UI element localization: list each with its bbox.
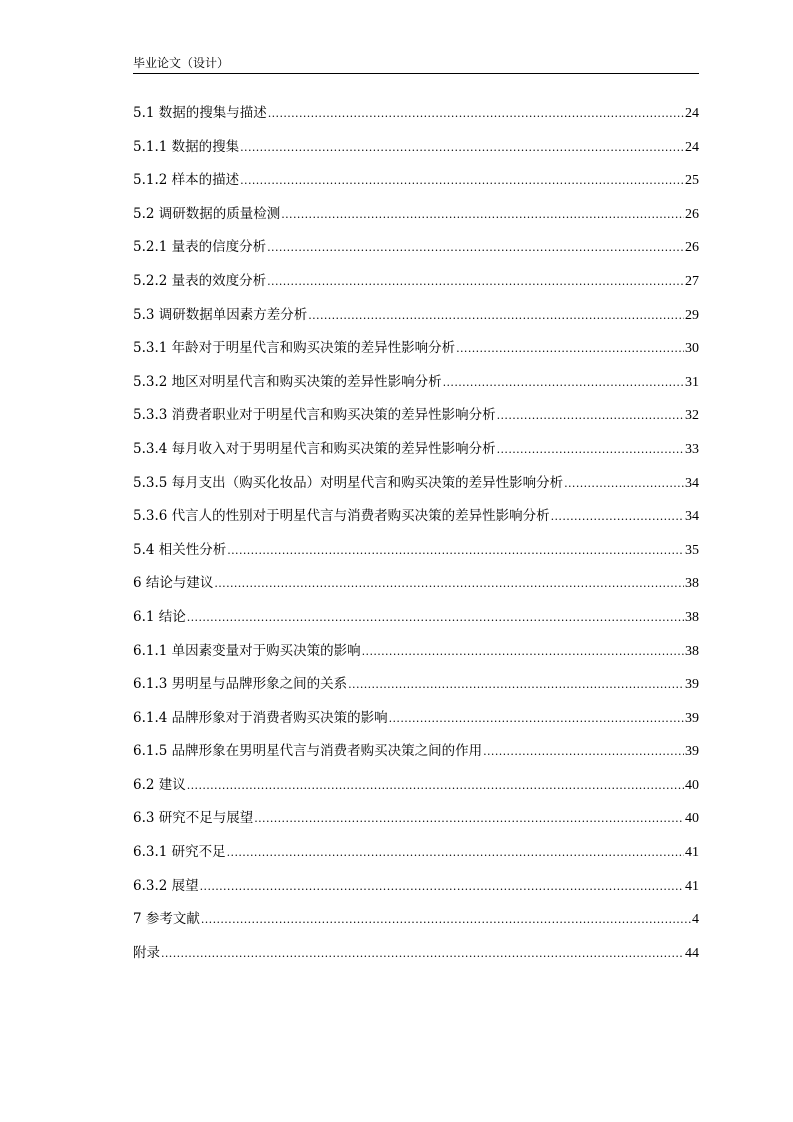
toc-item[interactable] <box>133 572 699 606</box>
dot-leader <box>389 708 684 730</box>
toc-label: 5.2.1 量表的信度分析 <box>133 239 267 256</box>
toc-item[interactable] <box>133 707 699 741</box>
toc-label: 6.2 建议 <box>133 776 186 793</box>
toc-page-number: 34 <box>685 475 699 491</box>
toc-item[interactable] <box>133 942 699 976</box>
toc-label: 6.1.3 男明星与品牌形象之间的关系 <box>133 676 348 693</box>
toc-label: 6.1.5 品牌形象在男明星代言与消费者购买决策之间的作用 <box>133 743 483 760</box>
toc-page-number: 25 <box>685 173 699 189</box>
toc-label: 5.4 相关性分析 <box>133 541 227 558</box>
toc-label: 5.2.2 量表的效度分析 <box>133 272 267 289</box>
toc-label: 5.1 数据的搜集与描述 <box>133 105 267 121</box>
toc-page-number: 38 <box>685 609 699 625</box>
toc-page-number: 38 <box>685 576 699 592</box>
toc-item[interactable] <box>133 472 699 506</box>
toc-page-number: 39 <box>685 677 699 693</box>
toc-page-number: 33 <box>685 441 699 457</box>
toc-page-number: 41 <box>685 878 699 894</box>
toc-label: 5.3.5 每月支出（购买化妆品）对明星代言和购买决策的差异性影响分析 <box>133 474 564 491</box>
dot-leader <box>200 876 684 898</box>
dot-leader <box>483 741 684 763</box>
toc-item[interactable] <box>133 337 699 371</box>
toc-item[interactable] <box>133 606 699 640</box>
toc-page-number: 31 <box>685 374 699 390</box>
toc-item[interactable] <box>133 169 699 203</box>
toc-page-number: 39 <box>685 744 699 760</box>
dot-leader <box>443 372 684 394</box>
dot-leader <box>281 204 684 226</box>
toc-item[interactable] <box>133 640 699 674</box>
dot-leader <box>497 405 684 427</box>
toc-item[interactable] <box>133 270 699 304</box>
toc-item[interactable] <box>133 505 699 539</box>
toc-label: 5.2 调研数据的质量检测 <box>133 205 281 222</box>
table-of-contents <box>133 102 699 975</box>
dot-leader <box>187 607 684 629</box>
toc-label: 6.3 研究不足与展望 <box>133 810 254 827</box>
dot-leader <box>201 909 691 931</box>
toc-page-number: 26 <box>685 206 699 222</box>
toc-page-number: 35 <box>685 542 699 558</box>
toc-item[interactable] <box>133 371 699 405</box>
dot-leader <box>497 439 684 461</box>
dot-leader <box>267 271 684 293</box>
dot-leader <box>187 775 684 797</box>
toc-label: 5.1.1 数据的搜集 <box>133 138 240 155</box>
toc-item[interactable] <box>133 774 699 808</box>
toc-item[interactable] <box>133 807 699 841</box>
header-title: 毕业论文（设计） <box>133 56 230 70</box>
toc-label: 5.3.6 代言人的性别对于明星代言与消费者购买决策的差异性影响分析 <box>133 508 550 525</box>
toc-item[interactable] <box>133 236 699 270</box>
toc-page-number: 24 <box>685 106 699 121</box>
toc-label: 6 结论与建议 <box>133 575 214 592</box>
dot-leader <box>267 237 684 259</box>
toc-item[interactable] <box>133 673 699 707</box>
toc-page-number: 24 <box>685 139 699 155</box>
dot-leader <box>161 943 684 965</box>
dot-leader <box>227 842 684 864</box>
toc-label: 附录 <box>133 944 160 961</box>
toc-label: 5.3.2 地区对明星代言和购买决策的差异性影响分析 <box>133 373 442 390</box>
toc-item[interactable] <box>133 539 699 573</box>
toc-item[interactable] <box>133 875 699 909</box>
dot-leader <box>240 170 684 192</box>
toc-page-number: 26 <box>685 240 699 256</box>
toc-page-number: 32 <box>685 408 699 424</box>
toc-page-number: 4 <box>692 912 699 928</box>
toc-item[interactable] <box>133 404 699 438</box>
dot-leader <box>227 540 684 562</box>
toc-label: 6.1.1 单因素变量对于购买决策的影响 <box>133 642 361 659</box>
toc-label: 6.1.4 品牌形象对于消费者购买决策的影响 <box>133 709 388 726</box>
toc-page-number: 41 <box>685 845 699 861</box>
toc-label: 7 参考文献 <box>133 911 200 928</box>
toc-page-number: 44 <box>685 945 699 961</box>
toc-label: 6.1 结论 <box>133 608 186 625</box>
toc-item[interactable] <box>133 203 699 237</box>
toc-page-number: 34 <box>685 509 699 525</box>
dot-leader <box>240 137 684 159</box>
toc-page-number: 39 <box>685 710 699 726</box>
dot-leader <box>254 808 684 830</box>
toc-page-number: 30 <box>685 341 699 357</box>
dot-leader <box>268 103 684 125</box>
dot-leader <box>551 506 684 528</box>
page-header <box>133 56 699 74</box>
toc-label: 5.3.4 每月收入对于男明星代言和购买决策的差异性影响分析 <box>133 440 496 457</box>
toc-label: 5.3 调研数据单因素方差分析 <box>133 306 308 323</box>
toc-item[interactable] <box>133 136 699 170</box>
toc-item[interactable] <box>133 304 699 338</box>
toc-item[interactable] <box>133 438 699 472</box>
toc-label: 5.3.3 消费者职业对于明星代言和购买决策的差异性影响分析 <box>133 407 496 424</box>
dot-leader <box>456 338 684 360</box>
toc-label: 6.3.2 展望 <box>133 877 199 894</box>
dot-leader <box>308 305 684 327</box>
toc-item[interactable] <box>133 841 699 875</box>
toc-item[interactable] <box>133 102 699 136</box>
dot-leader <box>564 473 684 495</box>
dot-leader <box>348 674 684 696</box>
toc-page-number: 40 <box>685 811 699 827</box>
dot-leader <box>214 573 684 595</box>
toc-page-number: 38 <box>685 643 699 659</box>
toc-page-number: 27 <box>685 273 699 289</box>
toc-page-number: 29 <box>685 307 699 323</box>
toc-page-number: 40 <box>685 777 699 793</box>
toc-label: 5.3.1 年龄对于明星代言和购买决策的差异性影响分析 <box>133 340 456 357</box>
toc-item[interactable] <box>133 908 699 942</box>
toc-label: 6.3.1 研究不足 <box>133 844 226 861</box>
toc-item[interactable] <box>133 740 699 774</box>
dot-leader <box>362 641 684 663</box>
toc-label: 5.1.2 样本的描述 <box>133 172 240 189</box>
